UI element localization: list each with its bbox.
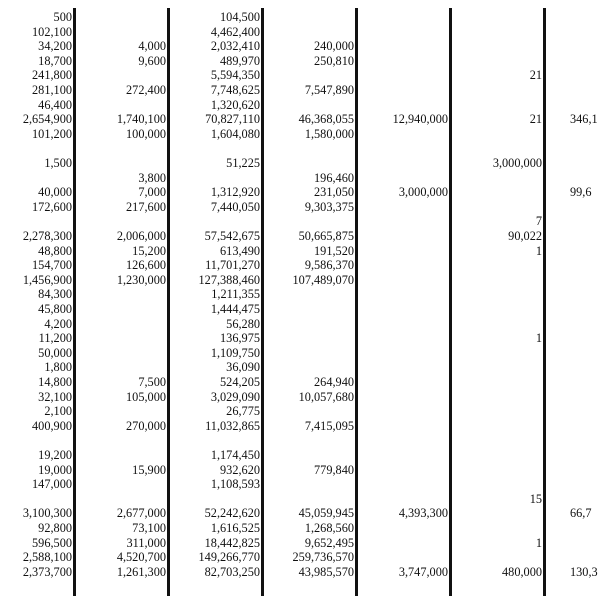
table-cell-col3: 82,703,250 [204, 564, 260, 579]
table-cell-col3: 1,616,525 [210, 521, 260, 535]
table-cell-col4: 1,268,560 [304, 521, 354, 535]
table-row [0, 244, 600, 258]
table-row [0, 477, 600, 491]
table-cell-col4: 250,810 [314, 53, 354, 68]
table-cell-col1: 1,456,900 [22, 272, 72, 287]
table-row [0, 171, 600, 185]
table-cell-col3: 149,266,770 [198, 550, 260, 565]
table-cell-col6: 1 [535, 243, 542, 258]
table-cell-col4: 10,057,680 [298, 389, 354, 404]
table-cell-col3: 52,242,620 [204, 506, 260, 521]
table-cell-col1: 281,100 [32, 83, 72, 97]
table-cell-col1: 45,800 [38, 302, 72, 316]
table-cell-col5: 3,000,000 [398, 185, 448, 200]
table-row [0, 273, 600, 287]
table-cell-col2: 15,200 [132, 243, 166, 258]
table-row [0, 156, 600, 170]
table-cell-col1: 154,700 [32, 258, 72, 273]
table-cell-col1: 102,100 [32, 24, 72, 39]
table-cell-col1: 147,000 [32, 477, 72, 492]
table-cell-col1: 19,000 [38, 462, 72, 477]
table-cell-col1: 14,800 [38, 375, 72, 389]
table-row [0, 404, 600, 418]
table-cell-col3: 26,775 [226, 404, 260, 419]
table-cell-col2: 311,000 [126, 535, 166, 550]
table-row [0, 302, 600, 316]
table-row [0, 287, 600, 301]
table-cell-col3: 1,108,593 [210, 477, 260, 492]
table-cell-col2: 4,520,700 [116, 550, 166, 565]
table-cell-col4: 50,665,875 [298, 229, 354, 243]
table-cell-col1: 34,200 [38, 39, 72, 54]
table-cell-col4: 1,580,000 [304, 126, 354, 141]
table-cell-col3: 127,388,460 [198, 272, 260, 287]
table-cell-col1: 2,278,300 [22, 229, 72, 243]
table-row [0, 54, 600, 68]
table-cell-col2: 3,800 [138, 170, 166, 185]
table-cell-col1: 400,900 [32, 418, 72, 433]
table-cell-col6: 90,022 [508, 229, 542, 243]
table-cell-col3: 104,500 [220, 10, 260, 24]
table-cell-col7: 99,6 [570, 185, 592, 200]
table-cell-col1: 46,400 [38, 97, 72, 112]
table-row [0, 200, 600, 214]
table-cell-col2: 4,000 [138, 39, 166, 54]
table-cell-col6: 21 [529, 112, 542, 127]
table-cell-col1: 50,000 [38, 345, 72, 360]
table-cell-col3: 57,542,675 [204, 229, 260, 243]
table-row [0, 331, 600, 345]
table-cell-col4: 259,736,570 [292, 550, 354, 565]
table-cell-col6: 1 [535, 331, 542, 346]
table-cell-col1: 40,000 [38, 185, 72, 200]
table-cell-col3: 613,490 [220, 243, 260, 258]
table-cell-col4: 9,303,375 [304, 199, 354, 214]
table-row [0, 258, 600, 272]
table-cell-col3: 56,280 [226, 316, 260, 331]
table-cell-col4: 46,368,055 [298, 112, 354, 127]
table-cell-col4: 45,059,945 [298, 506, 354, 521]
table-row [0, 25, 600, 39]
table-cell-col2: 1,261,300 [116, 564, 166, 579]
table-cell-col4: 7,547,890 [304, 83, 354, 97]
table-cell-col3: 1,211,355 [211, 287, 260, 302]
table-cell-col3: 3,029,090 [210, 389, 260, 404]
table-cell-col1: 172,600 [32, 199, 72, 214]
table-row [0, 39, 600, 53]
table-cell-col3: 136,975 [220, 331, 260, 346]
table-row [0, 506, 600, 520]
table-cell-col1: 11,200 [38, 331, 72, 346]
table-row [0, 550, 600, 564]
table-row [0, 565, 600, 579]
table-cell-col4: 191,520 [314, 243, 354, 258]
table-cell-col3: 932,620 [220, 462, 260, 477]
table-cell-col3: 7,440,050 [210, 199, 260, 214]
table-cell-col7: 130,3 [570, 564, 598, 579]
table-cell-col3: 11,032,865 [205, 418, 260, 433]
table-cell-col2: 100,000 [126, 126, 166, 141]
table-cell-col1: 48,800 [38, 243, 72, 258]
table-cell-col1: 101,200 [32, 126, 72, 141]
table-row [0, 390, 600, 404]
table-cell-col2: 105,000 [126, 389, 166, 404]
table-cell-col3: 524,205 [220, 375, 260, 389]
table-cell-col2: 73,100 [132, 521, 166, 535]
table-cell-col3: 1,312,920 [210, 185, 260, 200]
table-row [0, 98, 600, 112]
table-cell-col3: 70,827,110 [205, 112, 260, 127]
table-row [0, 375, 600, 389]
table-cell-col3: 1,604,080 [210, 126, 260, 141]
table-cell-col3: 4,462,400 [210, 24, 260, 39]
table-row [0, 492, 600, 506]
table-cell-col1: 92,800 [38, 521, 72, 535]
table-cell-col4: 779,840 [314, 462, 354, 477]
table-cell-col6: 3,000,000 [492, 156, 542, 170]
table-row [0, 346, 600, 360]
table-cell-col4: 231,050 [314, 185, 354, 200]
table-cell-col1: 2,588,100 [22, 550, 72, 565]
table-cell-col2: 15,900 [132, 462, 166, 477]
table-cell-col3: 18,442,825 [204, 535, 260, 550]
table-cell-col4: 9,586,370 [304, 258, 354, 273]
table-cell-col1: 3,100,300 [22, 506, 72, 521]
table-row [0, 68, 600, 82]
table-cell-col4: 9,652,495 [304, 535, 354, 550]
table-cell-col1: 18,700 [38, 53, 72, 68]
table-cell-col3: 1,109,750 [210, 345, 260, 360]
table-cell-col5: 4,393,300 [398, 506, 448, 521]
table-cell-col3: 489,970 [220, 53, 260, 68]
table-cell-col2: 2,006,000 [116, 229, 166, 243]
table-row [0, 185, 600, 199]
table-row [0, 448, 600, 462]
table-cell-col2: 9,600 [138, 53, 166, 68]
table-cell-col1: 1,800 [44, 360, 72, 375]
table-cell-col3: 11,701,270 [205, 258, 260, 273]
table-row [0, 521, 600, 535]
table-row [0, 433, 600, 447]
table-cell-col1: 4,200 [44, 316, 72, 331]
table-cell-col6: 480,000 [502, 564, 542, 579]
table-row [0, 463, 600, 477]
table-cell-col3: 51,225 [226, 156, 260, 170]
table-cell-col3: 5,594,350 [210, 68, 260, 83]
table-row [0, 360, 600, 374]
table-row [0, 112, 600, 126]
table-cell-col3: 1,174,450 [210, 448, 260, 462]
table-cell-col5: 12,940,000 [392, 112, 448, 127]
table-cell-col6: 1 [535, 535, 542, 550]
table-row [0, 141, 600, 155]
table-cell-col3: 2,032,410 [210, 39, 260, 54]
table-cell-col1: 32,100 [38, 389, 72, 404]
table-cell-col2: 1,740,100 [116, 112, 166, 127]
table-cell-col4: 107,489,070 [292, 272, 354, 287]
table-cell-col2: 1,230,000 [116, 272, 166, 287]
table-row [0, 214, 600, 228]
table-cell-col4: 7,415,095 [304, 418, 354, 433]
table-row [0, 317, 600, 331]
table-cell-col4: 196,460 [314, 170, 354, 185]
table-cell-col2: 217,600 [126, 199, 166, 214]
table-cell-col1: 2,373,700 [22, 564, 72, 579]
table-cell-col2: 126,600 [126, 258, 166, 273]
table-cell-col3: 1,444,475 [210, 302, 260, 316]
table-cell-col1: 19,200 [38, 448, 72, 462]
table-cell-col1: 2,100 [44, 404, 72, 419]
table-cell-col5: 3,747,000 [398, 564, 448, 579]
table-cell-col4: 240,000 [314, 39, 354, 54]
table-cell-col1: 596,500 [32, 535, 72, 550]
table-cell-col2: 7,500 [138, 375, 166, 389]
table-cell-col2: 7,000 [138, 185, 166, 200]
table-row [0, 127, 600, 141]
table-cell-col1: 1,500 [44, 156, 72, 170]
table-cell-col1: 84,300 [38, 287, 72, 302]
table-cell-col2: 270,000 [126, 418, 166, 433]
table-cell-col7: 346,1 [570, 112, 598, 127]
table-row [0, 419, 600, 433]
table-cell-col3: 1,320,620 [210, 97, 260, 112]
table-row [0, 10, 600, 24]
table-cell-col6: 15 [529, 491, 542, 506]
table-row [0, 536, 600, 550]
table-cell-col3: 7,748,625 [210, 83, 260, 97]
table-cell-col6: 7 [535, 214, 542, 229]
table-cell-col1: 2,654,900 [22, 112, 72, 127]
table-cell-col4: 264,940 [314, 375, 354, 389]
table-cell-col2: 272,400 [126, 83, 166, 97]
table-row [0, 83, 600, 97]
table-row [0, 229, 600, 243]
table-cell-col6: 21 [529, 68, 542, 83]
table-cell-col4: 43,985,570 [298, 564, 354, 579]
table-cell-col1: 241,800 [32, 68, 72, 83]
table-cell-col1: 500 [53, 10, 72, 24]
table-cell-col7: 66,7 [570, 506, 592, 521]
table-cell-col3: 36,090 [226, 360, 260, 375]
table-cell-col2: 2,677,000 [116, 506, 166, 521]
